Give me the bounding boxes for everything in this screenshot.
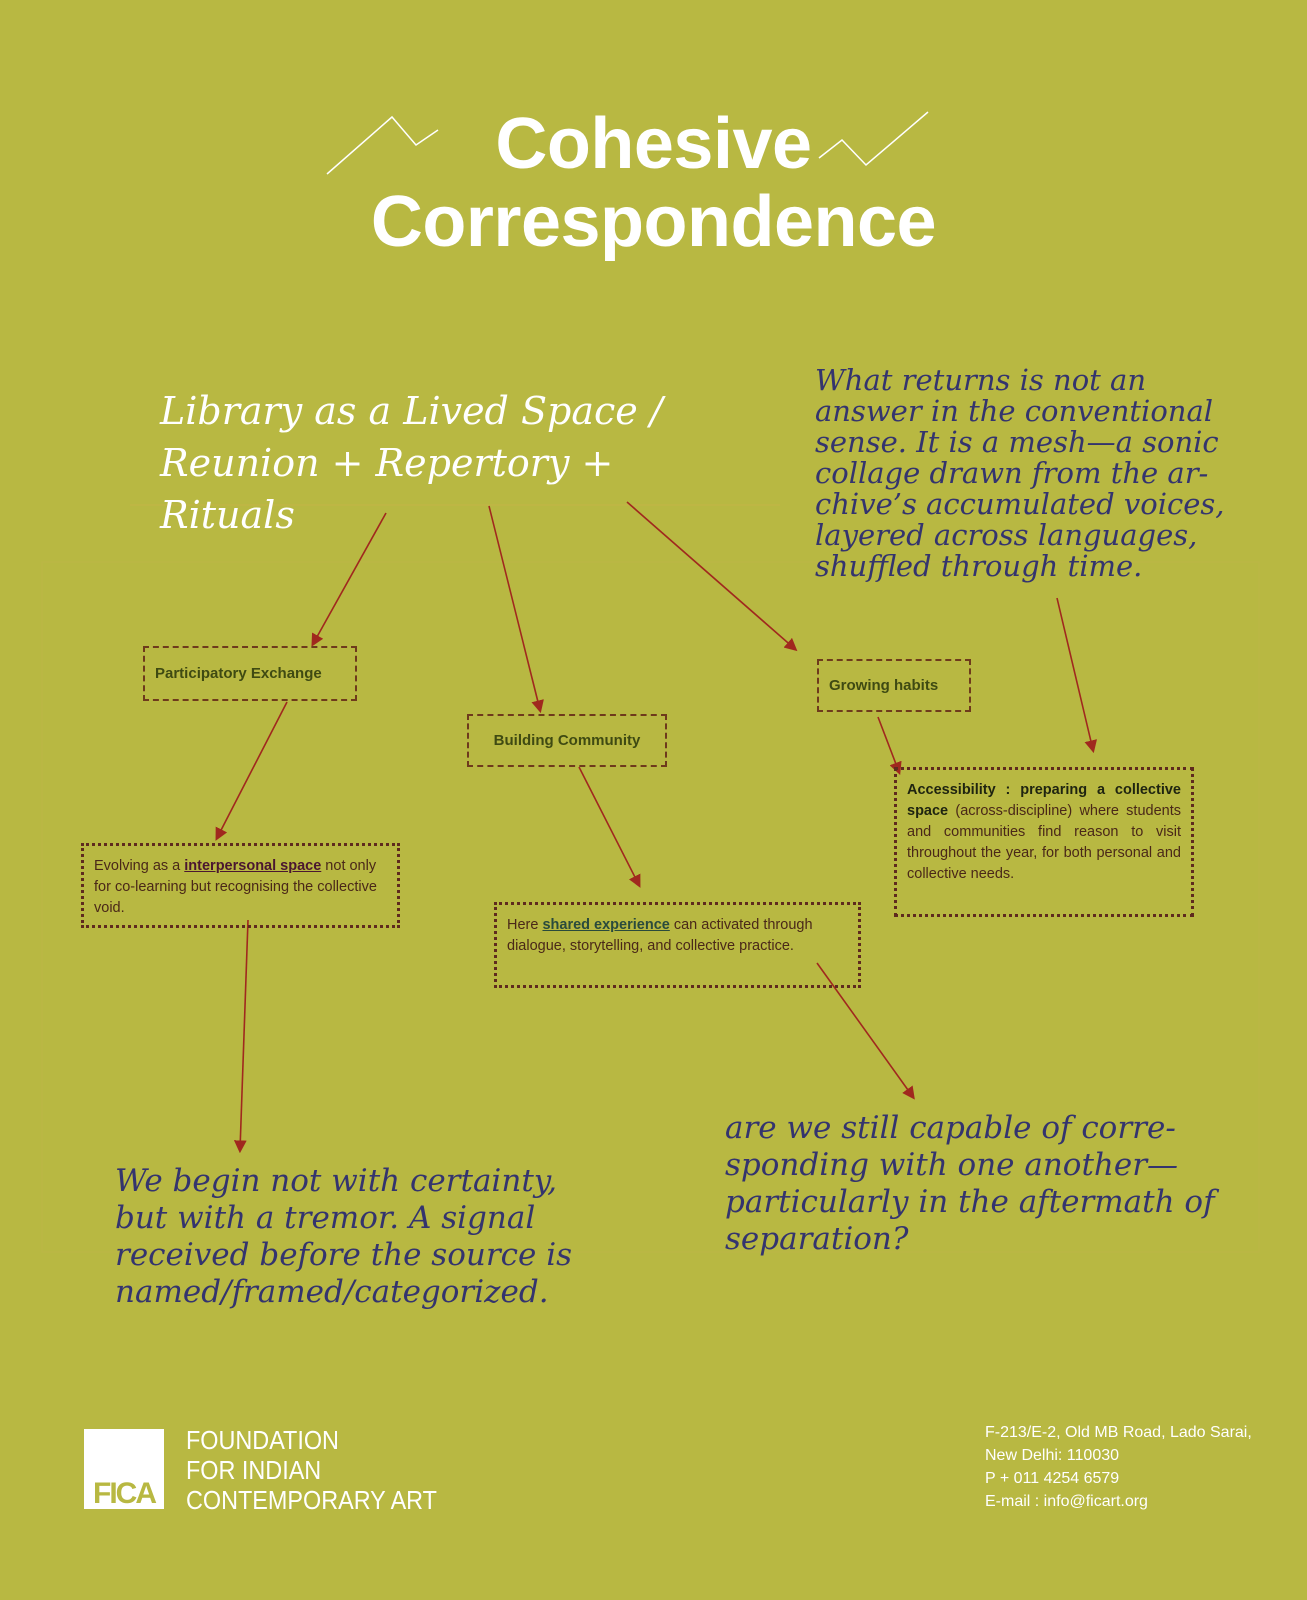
highlight-shared-experience: shared experience [542, 917, 670, 933]
note-bottom-left: We begin not with certainty, but with a tremor. A signal received before the source is named/framed/categorized. [115, 1163, 573, 1310]
arrow-note-accessibility [1057, 598, 1093, 750]
highlight-interpersonal-space: interpersonal space [184, 858, 322, 874]
organization-name: FOUNDATION FOR INDIAN CONTEMPORARY ART [186, 1425, 437, 1515]
main-heading [160, 385, 760, 541]
contact-address [985, 1421, 1252, 1513]
desc-shared-experience: Here shared experience can activated through dialogue, storytelling, and collective practice. [494, 902, 861, 988]
phone-number: P + 011 4254 6579 [985, 1470, 1120, 1487]
note-bottom-right: are we still capable of corre-sponding with one another— particularly in the aftermath of separation? [725, 1110, 1215, 1257]
note-top-right: What returns is not an answer in the conventional sense. It is a mesh—a sonic collage drawn from the ar-chive’s accumulated voices, layered across languages, shuffled through time. [815, 363, 1225, 583]
main-heading-line-2: Reunion + Repertory + Rituals [160, 441, 614, 537]
desc-interpersonal-space: Evolving as a interpersonal space not only for co-learning but recognising the collective void. [81, 843, 400, 928]
arrow-to-shared [579, 767, 639, 885]
main-heading-line-1: Library as a Lived Space / [160, 389, 663, 433]
desc-accessibility: Accessibility : preparing a collective space (across-discipline) where students and communities find reason to visit throughout the year, for both personal and collective needs. [894, 767, 1194, 917]
fica-logo [84, 1429, 164, 1509]
fica-logo-text: FICA [93, 1477, 155, 1510]
address-line-1: F-213/E-2, Old MB Road, Lado Sarai, [985, 1424, 1252, 1441]
arrow-to-bottom-left-note [240, 920, 248, 1150]
arrow-to-accessibility [878, 717, 899, 772]
title-line-1: Cohesive [495, 104, 812, 184]
arrow-to-interpersonal [217, 702, 287, 838]
accessibility-bold: Accessibility : preparing a collective space [907, 782, 1181, 819]
box-participatory-exchange: Participatory Exchange [143, 646, 357, 701]
title-line-2: Correspondence [370, 182, 937, 262]
box-growing-habits: Growing habits [817, 659, 971, 712]
box-building-community: Building Community [467, 714, 667, 767]
email-address: E-mail : info@ficart.org [985, 1493, 1148, 1510]
address-line-2: New Delhi: 110030 [985, 1447, 1120, 1464]
page-title [0, 105, 1307, 261]
